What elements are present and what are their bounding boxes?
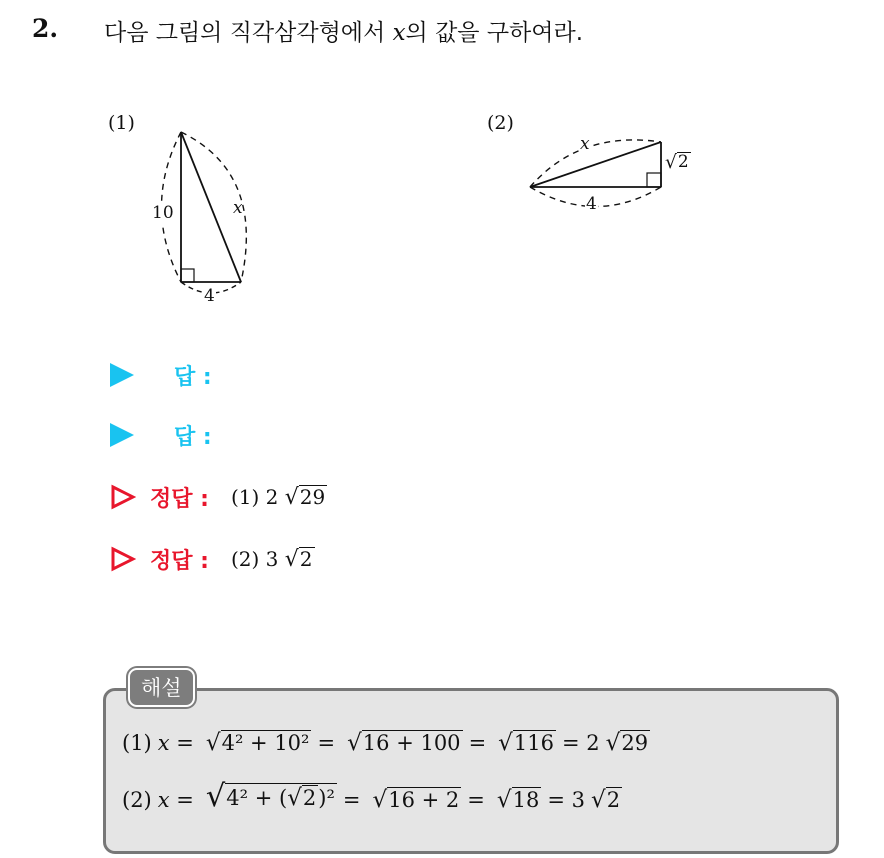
question-variable: x (392, 20, 406, 46)
exp1-r1: 4² + 10² (221, 731, 310, 755)
exp2-result-radicand: 2 (606, 788, 621, 813)
correct-answer-1-part: (1) (230, 485, 260, 509)
exp2-a: 4² + ( (226, 786, 288, 811)
figure-1-label: (1) (108, 112, 135, 134)
exp2-r3: 18 (512, 788, 540, 813)
correct-answer-2-radicand: 2 (299, 547, 313, 571)
answer-label-2: 답 : (174, 424, 212, 450)
exp2-inner: 2 (302, 786, 317, 811)
correct-answer-1-coef: 2 (265, 485, 279, 509)
figure-2-hypotenuse (530, 142, 661, 187)
figure-1-right-angle-mark (181, 269, 194, 282)
correct-label-2: 정답 : (150, 548, 209, 574)
exp2-r2: 16 + 2 (388, 788, 460, 813)
explanation-line-1: (1) x = √ 4² + 10² = √ 16 + 100 = √ 116 = 2 √ 29 (122, 730, 649, 757)
figure-2-hypotenuse-label: x (580, 134, 590, 154)
figure-2-label: (2) (487, 112, 514, 134)
exp1-result-radicand: 29 (621, 731, 649, 755)
question-text-before: 다음 그림의 직각삼각형에서 (104, 20, 393, 46)
exp1-result: = 2 (561, 731, 600, 756)
figure-1-vertical-label: 10 (152, 203, 174, 223)
correct-answer-2-coef: 3 (265, 547, 279, 571)
play-triangle-icon (110, 423, 134, 447)
figure-1-base-label: 4 (204, 286, 215, 306)
exp2-eq2: = (467, 788, 485, 813)
exp1-part: (1) (122, 731, 152, 756)
figure-2-vertical-radicand: 2 (677, 152, 689, 172)
outline-triangle-icon (110, 484, 136, 510)
exp2-eq1: = (342, 788, 361, 813)
question-text (104, 14, 583, 47)
figure-1-hypotenuse-label: x (233, 198, 243, 218)
explanation-line-2: (2) x = √ 4² + ( √ 2 )² = √ 16 + 2 = √ 18 = 3 √ 2 (122, 779, 621, 814)
correct-answer-2-part: (2) (230, 547, 260, 571)
exp2-b: )² (318, 786, 335, 811)
answer-label-1: 답 : (174, 364, 212, 390)
exp1-r3: 116 (513, 731, 554, 755)
exp1-r2: 16 + 100 (362, 731, 461, 755)
exp2-lhs: x = (157, 788, 194, 813)
exp2-part: (2) (122, 788, 152, 813)
correct-answer-1-radicand: 29 (299, 485, 326, 509)
exp2-result: = 3 (547, 788, 585, 813)
exp1-eq1: = (317, 731, 336, 756)
answer-row-2 (110, 418, 212, 452)
question-text-after: 의 값을 구하여라. (405, 20, 584, 46)
correct-answer-2: (2) 3 √ 2 (230, 547, 313, 572)
correct-label-1: 정답 : (150, 486, 209, 512)
explanation-tag: 해설 (128, 668, 195, 707)
answer-row-1 (110, 358, 212, 392)
outline-triangle-icon (110, 546, 136, 572)
explanation-box (103, 688, 839, 854)
figure-2-right-angle-mark (647, 173, 661, 187)
exp1-lhs: x = (157, 731, 194, 756)
correct-answer-row-1 (110, 480, 327, 514)
correct-answer-row-2 (110, 542, 315, 576)
figure-2-base-label: 4 (586, 194, 597, 214)
exp1-eq2: = (468, 731, 487, 756)
question-number: 2. (32, 14, 59, 43)
correct-answer-1: (1) 2 √ 29 (230, 485, 326, 510)
figure-2-vertical-label: √ 2 (665, 151, 689, 173)
figure-1-hypotenuse (181, 132, 241, 282)
play-triangle-icon (110, 363, 134, 387)
